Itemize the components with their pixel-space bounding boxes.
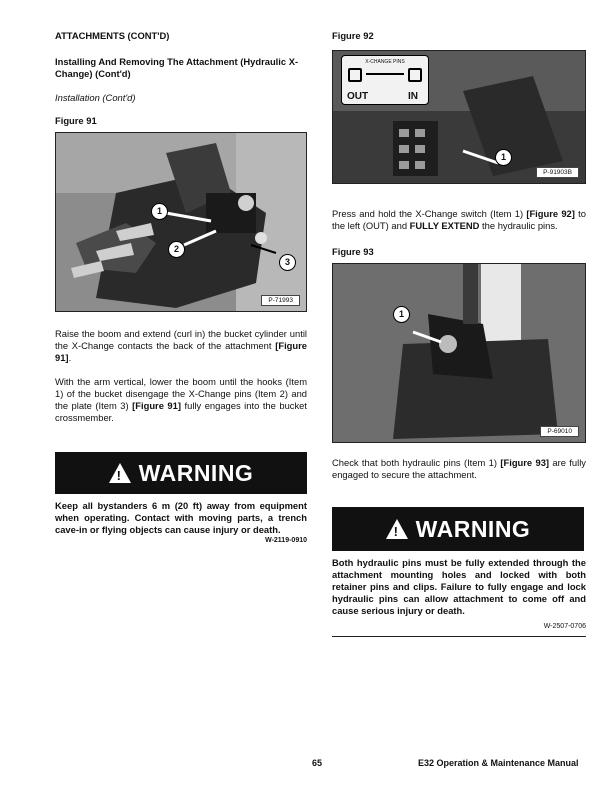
manual-title: E32 Operation & Maintenance Manual — [418, 758, 579, 768]
decal-title: X-CHANGE PINS — [365, 59, 405, 65]
installation-note: Installation (Cont'd) — [55, 92, 136, 103]
paragraph-press-switch: Press and hold the X-Change switch (Item 1) [Figure 92] to the left (OUT) and FULLY EXTEND the hydraulic pins. — [332, 208, 586, 231]
callout-1: 1 — [151, 203, 168, 220]
warning-banner-right — [332, 507, 584, 551]
figure-91-label: Figure 91 — [55, 115, 97, 126]
figure-92-callout: 1 — [495, 149, 512, 166]
warning-word: WARNING — [138, 459, 254, 486]
warning-triangle-icon: ! — [386, 519, 408, 539]
paragraph-raise-boom: Raise the boom and extend (curl in) the bucket cylinder until the X-Change contacts the back of the attachment [Figure 91]. — [55, 328, 307, 363]
paragraph-check-pins: Check that both hydraulic pins (Item 1) [Figure 93] are fully engaged to secure the attachment. — [332, 457, 586, 480]
figure-93-photo — [332, 263, 586, 443]
section-subtitle: Installing And Removing The Attachment (Hydraulic X-Change) (Cont'd) — [55, 56, 299, 79]
lock-icon — [408, 68, 422, 82]
left-column — [55, 30, 307, 544]
callout-2: 2 — [168, 241, 185, 258]
decal-in: IN — [408, 91, 418, 102]
callout-3: 3 — [279, 254, 296, 271]
x-change-decal — [341, 55, 429, 105]
section-title: ATTACHMENTS (CONT'D) — [55, 30, 170, 41]
bucket-pins-illustration — [333, 264, 585, 442]
decal-out: OUT — [347, 91, 369, 102]
figure-92-code: P-91903B — [536, 167, 579, 178]
bucket-photo-illustration — [56, 133, 306, 311]
warning-triangle-icon: ! — [109, 463, 131, 483]
figure-92-label: Figure 92 — [332, 30, 374, 41]
figure-91-code: P-71993 — [261, 295, 300, 306]
warning-code-right: W-2507-0706 — [543, 623, 586, 630]
page-number: 65 — [312, 758, 323, 768]
warning-divider — [332, 636, 586, 637]
figure-93-label: Figure 93 — [332, 246, 374, 257]
warning-text-right: Both hydraulic pins must be fully extended through the attachment mounting holes and locked with both retainer pins and clips. Failure to fully engage and lock hydraulic pins can allow attachment to come off and cause serious injury or death. — [332, 557, 586, 616]
warning-code-left: W-2119-0910 — [265, 537, 307, 544]
warning-banner-left — [55, 452, 307, 494]
figure-92-photo — [332, 50, 586, 184]
figure-93-code: P-69010 — [540, 426, 579, 437]
right-column — [332, 30, 586, 637]
warning-word: WARNING — [415, 515, 531, 542]
warning-text-left: Keep all bystanders 6 m (20 ft) away from equipment when operating. Contact with moving parts, a trench cave-in or flying objects can cause injury or death. — [55, 500, 307, 535]
paragraph-arm-vertical: With the arm vertical, lower the boom until the hooks (Item 1) of the bucket disengage the X-Change pins (Item 2) and the plate (Item 3) [Figure 91] fully engages into the bucket crossmember. — [55, 376, 307, 423]
unlock-icon — [348, 68, 362, 82]
figure-93-callout: 1 — [393, 306, 410, 323]
figure-91-photo — [55, 132, 307, 312]
double-arrow-icon — [366, 73, 404, 75]
